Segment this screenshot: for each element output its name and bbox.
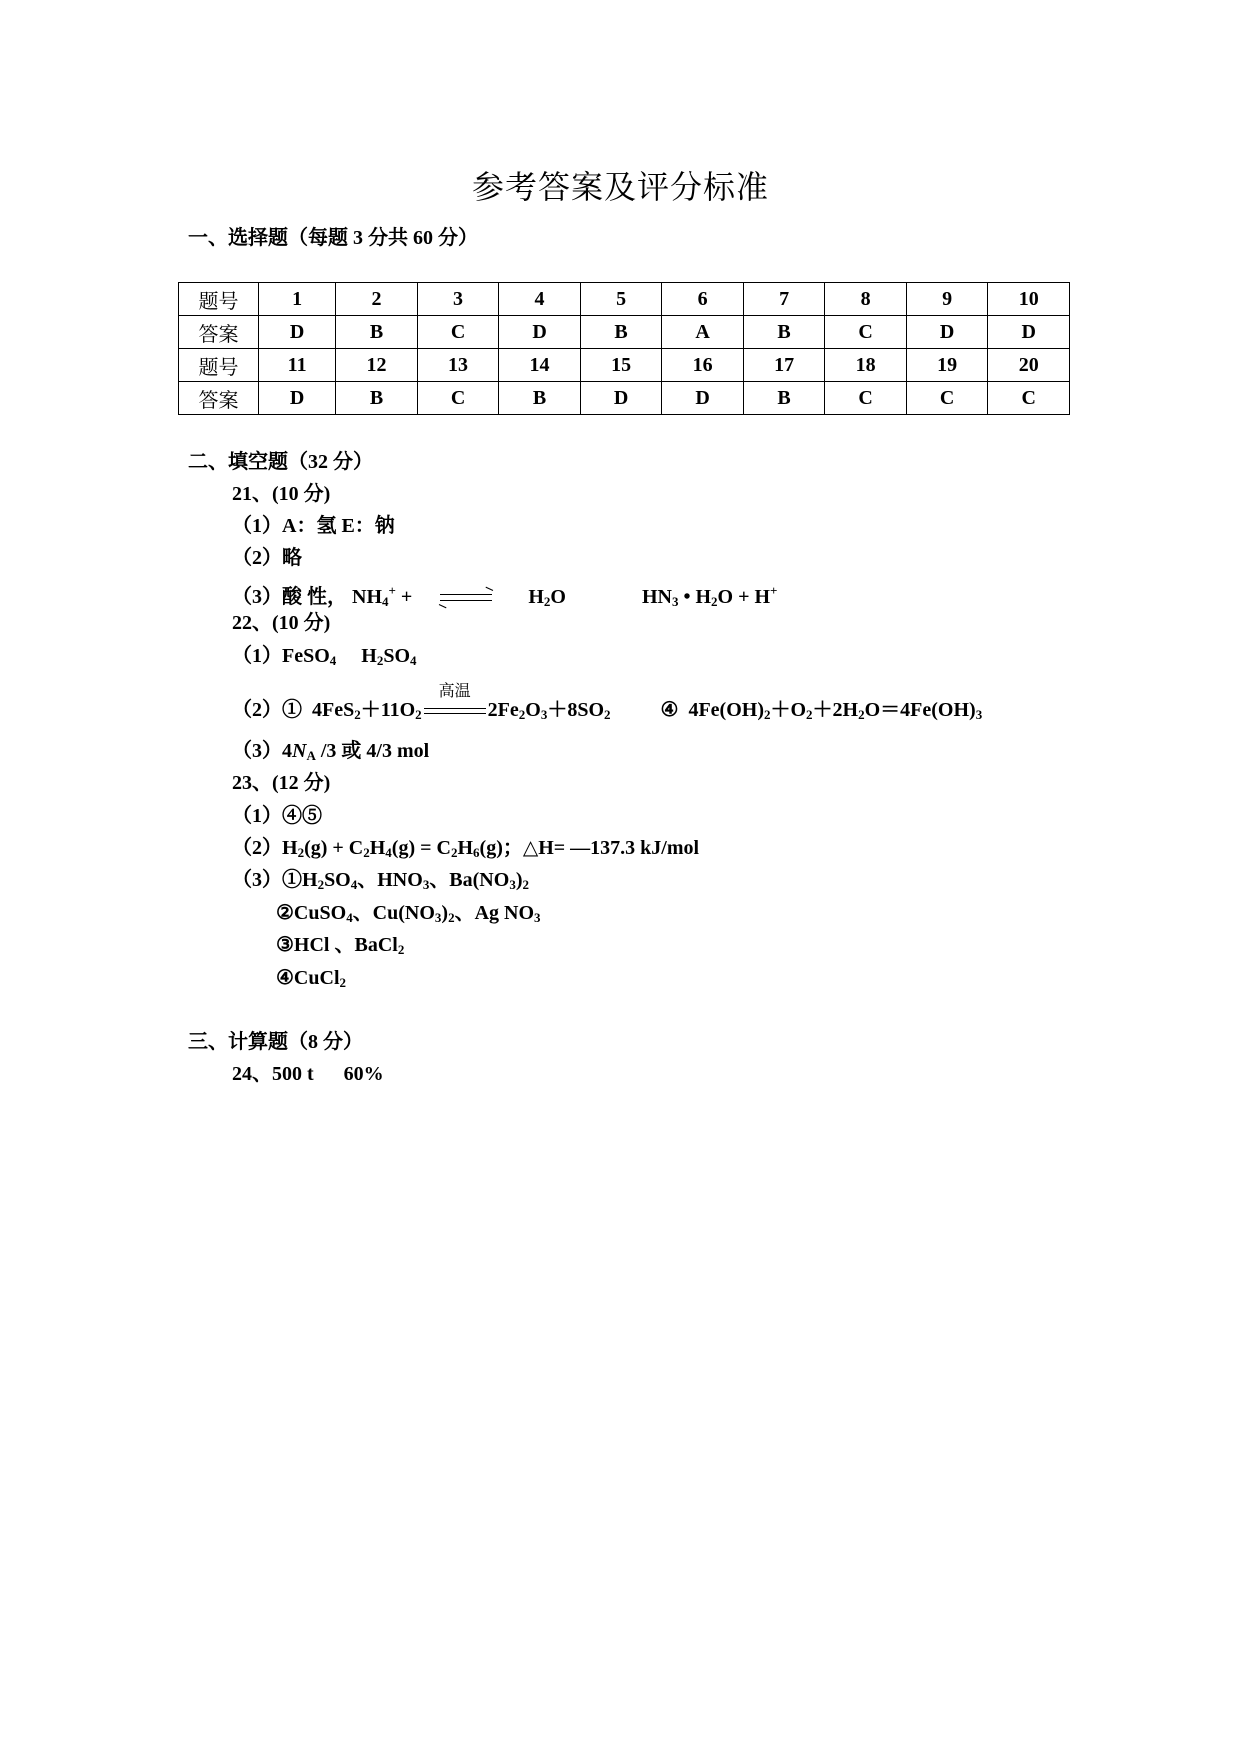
q22-part3: $(3)4N_A$ /3 或 4/3 mol bbox=[232, 740, 430, 763]
question-number-cell: 3 bbox=[417, 283, 499, 316]
q21-part3-prefix: （3）酸 性， bbox=[232, 586, 347, 608]
row-label: 答案 bbox=[179, 382, 259, 415]
question-number-cell: 17 bbox=[743, 349, 825, 382]
question-number-cell: 14 bbox=[499, 349, 581, 382]
answer-cell: D bbox=[662, 382, 744, 415]
answer-cell: C bbox=[417, 316, 499, 349]
answer-cell: D bbox=[499, 316, 581, 349]
question-number-cell: 15 bbox=[580, 349, 662, 382]
row-label: 题号 bbox=[179, 349, 259, 382]
question-number-row bbox=[179, 283, 1070, 316]
answer-cell: C bbox=[988, 382, 1070, 415]
q23-part3-4: ④CuCl$_2$ bbox=[276, 967, 346, 990]
answer-table bbox=[178, 282, 1070, 415]
question-number-cell: 18 bbox=[825, 349, 907, 382]
question-number-cell: 5 bbox=[580, 283, 662, 316]
page-title: 参考答案及评分标准 bbox=[471, 168, 769, 206]
question-number-cell: 20 bbox=[988, 349, 1070, 382]
row-label: 题号 bbox=[179, 283, 259, 316]
question-number-cell: 12 bbox=[336, 349, 418, 382]
q23-part2: $(2)H_2(g) + C_2H_4(g) = C_2H_6(g)$；△H= —137.3 kJ/mol bbox=[232, 837, 700, 860]
section-3-heading: 三、计算题（8 分） bbox=[188, 1031, 363, 1053]
question-number-cell: 6 bbox=[662, 283, 744, 316]
answer-cell: B bbox=[499, 382, 581, 415]
answer-row bbox=[179, 316, 1070, 349]
q23-heading: 23、(12 分) bbox=[232, 772, 331, 794]
section-1-heading: 一、选择题（每题 3 分共 60 分） bbox=[188, 227, 478, 249]
q23-part1: （1）④⑤ bbox=[232, 805, 322, 827]
answer-cell: D bbox=[988, 316, 1070, 349]
question-number-cell: 4 bbox=[499, 283, 581, 316]
answer-cell: C bbox=[417, 382, 499, 415]
q24-answer: 24、500 t 60% bbox=[232, 1063, 384, 1085]
section-2-heading: 二、填空题（32 分） bbox=[188, 451, 373, 473]
answer-cell: C bbox=[825, 382, 907, 415]
question-number-cell: 11 bbox=[259, 349, 336, 382]
q22-part1: （1）FeSO$_4$ $H_2SO_4$ bbox=[232, 645, 417, 668]
question-number-row bbox=[179, 349, 1070, 382]
q21-heading: 21、(10 分) bbox=[232, 483, 331, 505]
question-number-cell: 13 bbox=[417, 349, 499, 382]
answer-cell: B bbox=[336, 316, 418, 349]
equilibrium-arrow-icon bbox=[440, 592, 492, 604]
answer-cell: A bbox=[662, 316, 744, 349]
question-number-cell: 19 bbox=[906, 349, 988, 382]
question-number-cell: 8 bbox=[825, 283, 907, 316]
q23-part3-3: ③HCl 、BaCl$_2$ bbox=[276, 934, 405, 957]
question-number-cell: 10 bbox=[988, 283, 1070, 316]
q21-part2: （2）略 bbox=[232, 547, 302, 569]
answer-cell: B bbox=[580, 316, 662, 349]
answer-row bbox=[179, 382, 1070, 415]
answer-cell: B bbox=[743, 382, 825, 415]
answer-cell: D bbox=[906, 316, 988, 349]
row-label: 答案 bbox=[179, 316, 259, 349]
answer-cell: D bbox=[580, 382, 662, 415]
question-number-cell: 7 bbox=[743, 283, 825, 316]
answer-cell: B bbox=[336, 382, 418, 415]
q23-part3-2: ②CuSO$_4$、$Cu(NO_3)_2$、Ag $NO_3$ bbox=[276, 902, 541, 925]
answer-cell: B bbox=[743, 316, 825, 349]
question-number-cell: 16 bbox=[662, 349, 744, 382]
answer-cell: D bbox=[259, 382, 336, 415]
reaction-condition: 高温 bbox=[424, 705, 486, 717]
question-number-cell: 2 bbox=[336, 283, 418, 316]
q21-part3 bbox=[232, 579, 777, 614]
answer-cell: C bbox=[825, 316, 907, 349]
q21-part3-equation: $NH_4^+$ + $H_2O$ $HN_3$ • $H_2O + H^+$ bbox=[352, 583, 778, 609]
question-number-cell: 1 bbox=[259, 283, 336, 316]
answer-cell: D bbox=[259, 316, 336, 349]
q22-part2: （2）① $4FeS_2+11O_2$ 高温 $2Fe_2O_3+8SO_2$ ④ $4Fe(OH)_2+O_2+2H_2O=4Fe(OH)_3$ bbox=[232, 681, 983, 722]
answer-cell: C bbox=[906, 382, 988, 415]
question-number-cell: 9 bbox=[906, 283, 988, 316]
q22-heading: 22、(10 分) bbox=[232, 612, 331, 634]
q23-part3-1: $(3)①H_2SO_4$、$HNO_3$、$Ba(NO_3)_2$ bbox=[232, 869, 529, 892]
q21-part1: （1）A：氢 E：钠 bbox=[232, 515, 395, 537]
